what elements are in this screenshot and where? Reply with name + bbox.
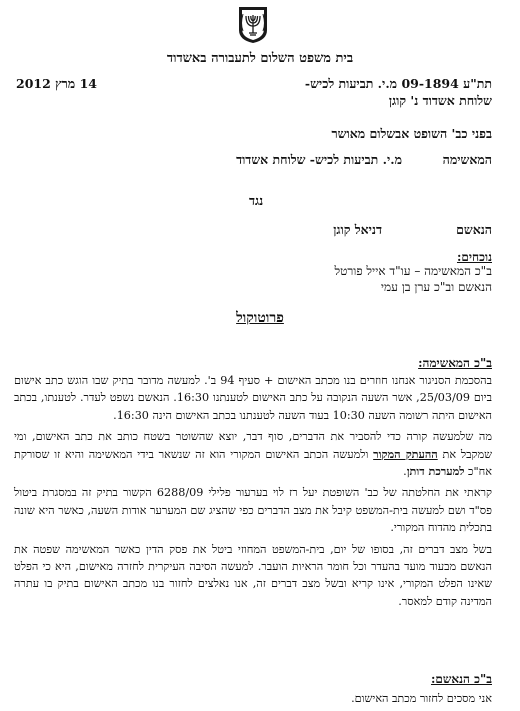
- prosecution-role-label: המאשימה: [442, 152, 492, 167]
- case-parties-line: שלוחת אשדוד נ' קוגן: [388, 93, 492, 108]
- prosecution-section-heading: ב"כ המאשימה:: [418, 356, 492, 370]
- court-name: בית משפט השלום לתעבורה באשדוד: [166, 51, 354, 66]
- underlined-term: ההעתק המקור: [373, 446, 438, 461]
- paragraph: [14, 428, 492, 480]
- paragraph: קראתי את החלטתה של כב' השופטת יעל רז לוי בערעור פלילי 6288/09 הקשור בתיק זה במסגרת ביטול פס"ד ושם למעשה בית-המשפט קיבל את מצב הדברים כפי שהציג שם המערער אודות השעה, כאשר היא שונה בתכלית מהדוח המקורי.: [14, 486, 493, 535]
- protocol-title: פרוטוקול: [236, 310, 284, 326]
- paragraph: בהסכמת הסניגור אנחנו חוזרים בנו מכתב האישום + סעיף 94 ב'. למעשה מדובר בתיק שבו הוגש כתב אישום ביום 25/03/09, אשר השעה הנקובה על כתב האישום לטענתנו 16:30. הנאשם נשפט לעדר. לטענתו, בכתב האישום היתה רשומה השעה 10:30 בעוד השעה לטענתנו בכתב האישום הינה 16:30.: [14, 374, 492, 422]
- defense-statement: [14, 690, 492, 711]
- present-defendant-counsel: הנאשם וב"כ ערן בן עמי: [380, 280, 492, 294]
- present-prosecution-counsel: ב"כ המאשימה – עו"ד אייל פורטל: [334, 264, 492, 278]
- hearing-date: 14 מרץ 2012: [16, 76, 97, 91]
- defendant-name: דניאל קוגן: [333, 222, 382, 237]
- paragraph: בשל מצב דברים זה, בסופו של יום, בית-המשפט המחוזי ביטל את פסק הדין כאשר המאשימה שפטה את הנאשם מבעוד מועד בהעדר וכל חומר הראיות הועבר. למעשה הסיבה העיקרית לחזרה מאישום, היא כי הפלט שאינו הפלט המקורי, אינו קריא ובשל מצב דברים זה, אנו נאלצים לחזור בנו מכתב האישום בתיק בו עתרה המדינה קודם למאסר.: [14, 542, 492, 608]
- text-run: ולמעשה הכתב האישום המקורי הוא זה שנשאר בידי המאשימה והיא זו שסורקת אח"כ: [14, 447, 492, 479]
- bold-term: למערכת דותן: [406, 464, 465, 479]
- versus-label: נגד: [249, 193, 264, 208]
- case-number-line: תת"ע 09-1894 מ.י. תביעות לכיש-: [304, 76, 492, 91]
- prosecution-name: מ.י. תביעות לכיש- שלוחת אשדוד: [236, 152, 402, 167]
- paragraph: אני מסכים לחזור מכתב האישום.: [351, 692, 492, 705]
- text-run: מה שלמעשה קורה כדי להסביר את הדברים, סוף דבר, יוצא שהשוטר בשטח כותב את כתב האישום, ומי שמקבל את: [14, 430, 492, 461]
- prosecution-statement: [14, 372, 492, 614]
- defense-section-heading: ב"כ הנאשם:: [430, 672, 492, 686]
- present-heading: נוכחים:: [456, 250, 492, 264]
- defendant-role-label: הנאשם: [456, 222, 492, 237]
- presiding-judge: בפני כב' השופט אבשלום מאושר: [331, 126, 492, 141]
- state-emblem-icon: [236, 4, 270, 44]
- text-run: .: [403, 465, 407, 479]
